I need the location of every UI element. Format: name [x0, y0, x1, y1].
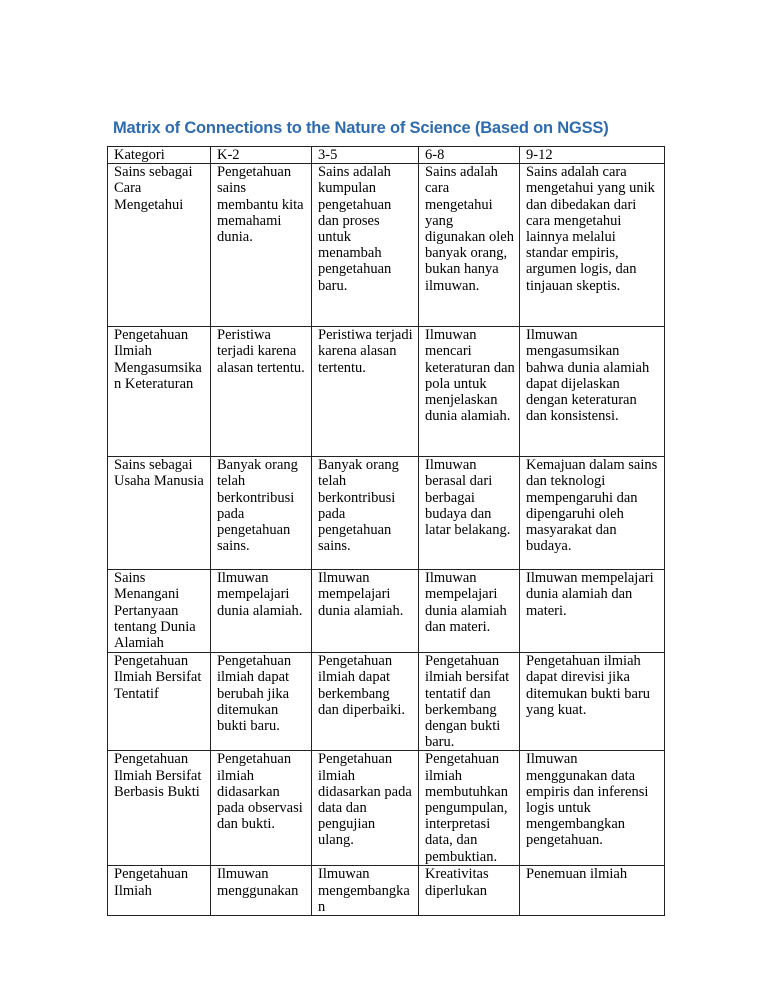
nature-of-science-matrix-table — [107, 146, 665, 916]
table-cell: Ilmuwan berasal dari berbagai budaya dan latar belakang. — [419, 457, 520, 570]
table-cell: Ilmuwan menggunakan data empiris dan inferensi logis untuk mengembangkan pengetahuan. — [520, 751, 665, 866]
category-cell: Pengetahuan Ilmiah Bersifat Tentatif — [108, 653, 211, 751]
table-cell: Pengetahuan ilmiah dapat direvisi jika ditemukan bukti baru yang kuat. — [520, 653, 665, 751]
table-row — [108, 457, 665, 570]
page-title: Matrix of Connections to the Nature of Science (Based on NGSS) — [113, 119, 609, 137]
table-cell: Ilmuwan mempelajari dunia alamiah dan materi. — [520, 570, 665, 653]
table-cell: Sains adalah cara mengetahui yang digunakan oleh banyak orang, bukan hanya ilmuwan. — [419, 164, 520, 327]
category-cell: Pengetahuan Ilmiah Mengasumsikan Keteraturan — [108, 327, 211, 457]
table-cell: Pengetahuan ilmiah bersifat tentatif dan berkembang dengan bukti baru. — [419, 653, 520, 751]
category-cell: Pengetahuan Ilmiah Bersifat Berbasis Bukti — [108, 751, 211, 866]
table-cell: Kemajuan dalam sains dan teknologi mempengaruhi dan dipengaruhi oleh masyarakat dan budaya. — [520, 457, 665, 570]
table-cell: Kreativitas diperlukan — [419, 866, 520, 916]
table-cell: Peristiwa terjadi karena alasan tertentu. — [312, 327, 419, 457]
table-cell: Pengetahuan ilmiah didasarkan pada observasi dan bukti. — [211, 751, 312, 866]
table-row — [108, 866, 665, 916]
table-cell: Pengetahuan ilmiah membutuhkan pengumpulan, interpretasi data, dan pembuktian. — [419, 751, 520, 866]
category-cell: Sains Menangani Pertanyaan tentang Dunia Alamiah — [108, 570, 211, 653]
table-cell: Penemuan ilmiah — [520, 866, 665, 916]
table-cell: Sains adalah kumpulan pengetahuan dan proses untuk menambah pengetahuan baru. — [312, 164, 419, 327]
table-cell: Peristiwa terjadi karena alasan tertentu. — [211, 327, 312, 457]
table-cell: Pengetahuan ilmiah dapat berubah jika ditemukan bukti baru. — [211, 653, 312, 751]
category-cell: Pengetahuan Ilmiah — [108, 866, 211, 916]
table-cell: Ilmuwan mempelajari dunia alamiah dan materi. — [419, 570, 520, 653]
table-row — [108, 653, 665, 751]
header-cell: K-2 — [211, 147, 312, 164]
table-row — [108, 164, 665, 327]
table-row — [108, 751, 665, 866]
table-header-row — [108, 147, 665, 164]
table-cell: Sains adalah cara mengetahui yang unik dan dibedakan dari cara mengetahui lainnya melalui standar empiris, argumen logis, dan tinjauan skeptis. — [520, 164, 665, 327]
header-cell: Kategori — [108, 147, 211, 164]
table-cell: Banyak orang telah berkontribusi pada pengetahuan sains. — [312, 457, 419, 570]
header-cell: 3-5 — [312, 147, 419, 164]
table-cell: Ilmuwan menggunakan — [211, 866, 312, 916]
header-cell: 9-12 — [520, 147, 665, 164]
header-cell: 6-8 — [419, 147, 520, 164]
table-row — [108, 570, 665, 653]
category-cell: Sains sebagai Cara Mengetahui — [108, 164, 211, 327]
table-cell: Pengetahuan sains membantu kita memahami dunia. — [211, 164, 312, 327]
table-row — [108, 327, 665, 457]
table-cell: Pengetahuan ilmiah dapat berkembang dan diperbaiki. — [312, 653, 419, 751]
table-cell: Banyak orang telah berkontribusi pada pengetahuan sains. — [211, 457, 312, 570]
table-cell: Ilmuwan mengasumsikan bahwa dunia alamiah dapat dijelaskan dengan keteraturan dan konsistensi. — [520, 327, 665, 457]
table-cell: Pengetahuan ilmiah didasarkan pada data dan pengujian ulang. — [312, 751, 419, 866]
table-cell: Ilmuwan mempelajari dunia alamiah. — [312, 570, 419, 653]
table-cell: Ilmuwan mengembangkan — [312, 866, 419, 916]
table-cell: Ilmuwan mencari keteraturan dan pola untuk menjelaskan dunia alamiah. — [419, 327, 520, 457]
category-cell: Sains sebagai Usaha Manusia — [108, 457, 211, 570]
table-cell: Ilmuwan mempelajari dunia alamiah. — [211, 570, 312, 653]
